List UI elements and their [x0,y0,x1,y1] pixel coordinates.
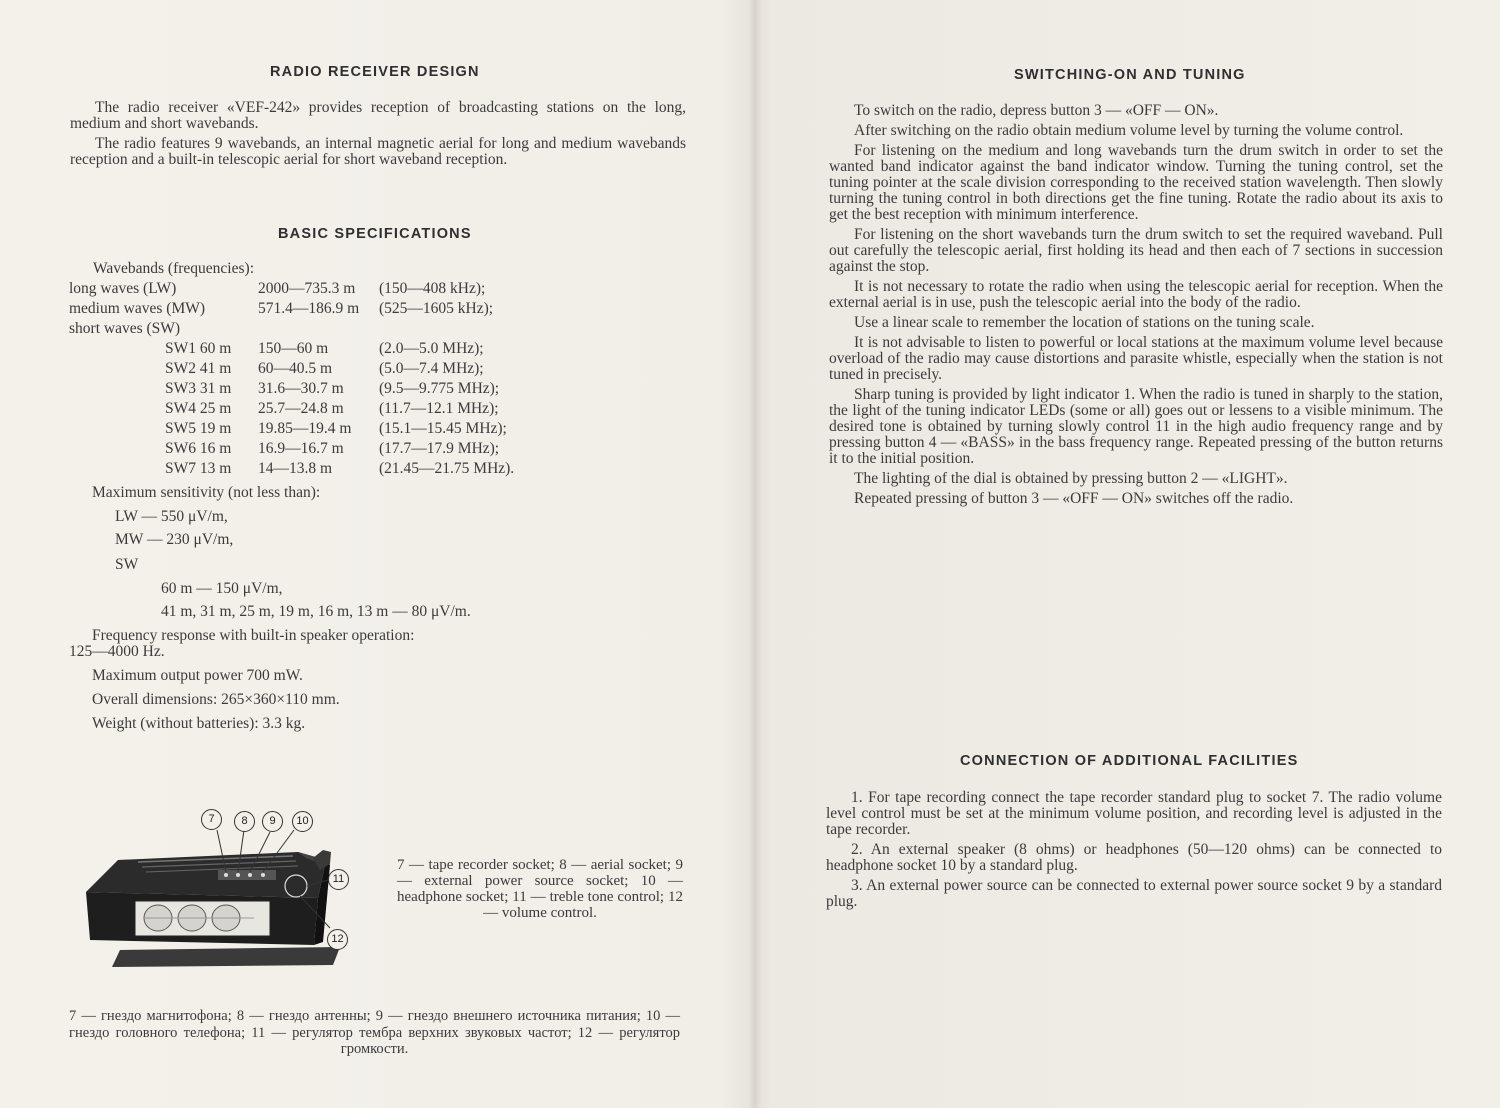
callout-12: 12 [327,929,348,950]
design-paragraph: The radio features 9 wavebands, an internal magnetic aerial for long and medium wavebands reception and a built-in telescopic aerial for short waveband reception. [70,135,686,168]
freq-response-line2: 125—4000 Hz. [69,643,165,660]
dimensions: Overall dimensions: 265×360×110 mm. [92,691,340,708]
sw-band-name: SW5 19 m [165,420,232,437]
sw-band-name: SW2 41 m [165,360,232,377]
tuning-paragraph: To switch on the radio, depress button 3 — «OFF — ON». [854,102,1219,119]
band-lw-range: 2000—735.3 m [258,280,356,297]
sensitivity-lw: LW — 550 μV/m, [115,508,228,525]
sensitivity-sw-rest: 41 m, 31 m, 25 m, 19 m, 16 m, 13 m — 80 μV/m. [161,603,471,620]
sw-band-name: SW6 16 m [165,440,232,457]
right-page [752,0,1500,1108]
sensitivity-label: Maximum sensitivity (not less than): [92,484,321,501]
connection-paragraph: 1. For tape recording connect the tape recorder standard plug to socket 7. The radio volume level control must be set at the minimum volume position, and recording level is adjusted in the tape recorder. [826,789,1442,838]
specs-heading: BASIC SPECIFICATIONS [278,226,472,242]
short-waves-label: short waves (SW) [69,320,181,337]
connection-paragraph: 2. An external speaker (8 ohms) or headphones (50—120 ohms) can be connected to headphone socket 10 by a standard plug. [826,841,1442,874]
sensitivity-mw: MW — 230 μV/m, [115,531,234,548]
sw-band-range: 16.9—16.7 m [258,440,344,457]
sw-band-name: SW1 60 m [165,340,232,357]
tuning-heading: SWITCHING-ON AND TUNING [1014,67,1246,83]
tuning-paragraph: Use a linear scale to remember the location of stations on the tuning scale. [854,314,1315,331]
band-mw-name: medium waves (MW) [69,300,206,317]
tuning-paragraph: For listening on the medium and long wavebands turn the drum switch in order to set the wanted band indicator against the band indicator window. Turning the tuning control, set the tuning pointer at the scale division corresponding to the received station wavelength. Then slowly turning the tuning control in both directions get the fine tuning. Rotate the radio about its axis to get the best reception with minimum interference. [829,142,1443,223]
sw-band-freq: (17.7—17.9 MHz); [379,440,500,457]
tuning-paragraph: The lighting of the dial is obtained by pressing button 2 — «LIGHT». [854,470,1288,487]
callout-9: 9 [262,811,283,832]
connection-paragraph: 3. An external power source can be connected to external power source socket 9 by a standard plug. [826,877,1442,910]
figure-caption-en: 7 — tape recorder socket; 8 — aerial socket; 9 — external power source socket; 10 — headphone socket; 11 — treble tone control; 12 — volume control. [397,857,683,921]
band-lw-name: long waves (LW) [69,280,177,297]
wavebands-label: Wavebands (frequencies): [93,260,254,277]
tuning-paragraph: It is not necessary to rotate the radio when using the telescopic aerial for reception. When the external aerial is in use, push the telescopic aerial into the body of the radio. [829,278,1443,311]
tuning-text [829,103,1443,511]
freq-response-line1: Frequency response with built-in speaker operation: [92,627,415,644]
tuning-paragraph: Sharp tuning is provided by light indicator 1. When the radio is tuned in sharply to the station, the light of the tuning indicator LEDs (some or all) goes out or lessens to a visible minimum. The desired tone is obtained by turning slowly control 11 in the high audio frequency range and by pressing button 4 — «BASS» in the bass frequency range. Repeated pressing of the button returns it to the initial position. [829,386,1443,467]
sw-band-range: 25.7—24.8 m [258,400,344,417]
tuning-paragraph: After switching on the radio obtain medium volume level by turning the volume control. [854,122,1404,139]
sw-band-range: 60—40.5 m [258,360,333,377]
output-power: Maximum output power 700 mW. [92,667,303,684]
sw-band-name: SW7 13 m [165,460,232,477]
design-paragraph: The radio receiver «VEF-242» provides reception of broadcasting stations on the long, medium and short wavebands. [70,99,686,132]
sw-band-range: 31.6—30.7 m [258,380,344,397]
connection-heading: CONNECTION OF ADDITIONAL FACILITIES [960,753,1299,769]
band-lw-freq: (150—408 kHz); [379,280,486,297]
sw-band-freq: (2.0—5.0 MHz); [379,340,484,357]
tuning-paragraph: For listening on the short wavebands turn the drum switch to set the required waveband. Pull out carefully the telescopic aerial, first holding its head and then each of 7 sections in succession against the stop. [829,226,1443,275]
tuning-paragraph: Repeated pressing of button 3 — «OFF — ON» switches off the radio. [854,490,1294,507]
sw-band-range: 19.85—19.4 m [258,420,352,437]
band-mw-range: 571.4—186.9 m [258,300,360,317]
sw-band-name: SW4 25 m [165,400,232,417]
sw-band-freq: (5.0—7.4 MHz); [379,360,484,377]
sw-band-range: 14—13.8 m [258,460,333,477]
callout-10: 10 [292,811,313,832]
callout-11: 11 [328,869,349,890]
sw-band-freq: (11.7—12.1 MHz); [379,400,499,417]
callout-7: 7 [201,809,222,830]
band-mw-freq: (525—1605 kHz); [379,300,494,317]
design-text [70,100,686,172]
sensitivity-sw: SW [115,556,139,573]
sw-band-range: 150—60 m [258,340,329,357]
design-heading: RADIO RECEIVER DESIGN [270,64,480,80]
tuning-paragraph: It is not advisable to listen to powerful or local stations at the maximum volume level because overload of the radio may cause distortions and parasite whistle, especially when the station is not tuned in precisely. [829,334,1443,383]
callout-8: 8 [234,811,255,832]
sensitivity-sw-60: 60 m — 150 μV/m, [161,580,283,597]
sw-band-freq: (9.5—9.775 MHz); [379,380,500,397]
figure-caption-ru: 7 — гнездо магнитофона; 8 — гнездо антенны; 9 — гнездо внешнего источника питания; 10 — гнездо головного телефона; 11 — регулятор тембра верхних звуковых частот; 12 — регулятор громкости. [69,1008,680,1057]
sw-band-name: SW3 31 m [165,380,232,397]
sw-band-freq: (21.45—21.75 MHz). [379,460,515,477]
connection-text [826,790,1442,914]
sw-band-freq: (15.1—15.45 MHz); [379,420,507,437]
weight: Weight (without batteries): 3.3 kg. [92,715,306,732]
